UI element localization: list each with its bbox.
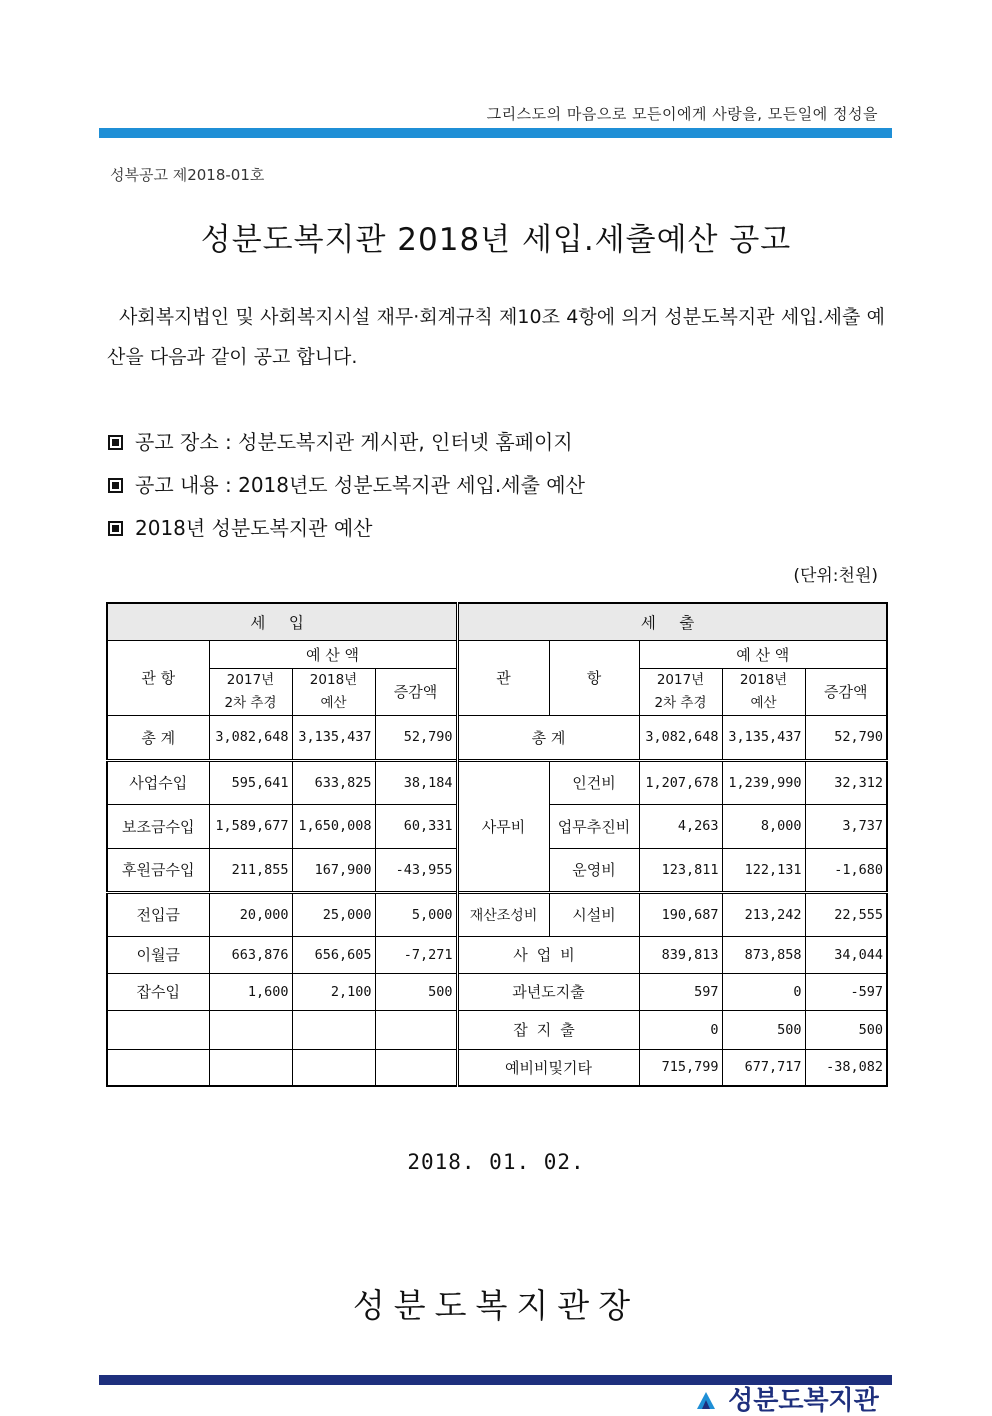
revenue-total-2018: 3,135,437	[292, 715, 375, 760]
revenue-diff: 60,331	[375, 804, 457, 848]
expense-total-2017: 3,082,648	[639, 715, 722, 760]
revenue-total-label: 총 계	[107, 715, 209, 760]
revenue-2017: 1,600	[209, 973, 292, 1010]
revenue-col-2017	[209, 668, 292, 715]
expense-diff: 22,555	[805, 892, 887, 936]
notice-list	[108, 422, 585, 551]
document-number: 성복공고 제2018-01호	[110, 166, 265, 184]
col-2018-line2: 예산	[750, 694, 777, 711]
expense-diff: 34,044	[805, 936, 887, 973]
revenue-2017: 1,589,677	[209, 804, 292, 848]
signer-name: 성분도복지관장	[352, 1286, 640, 1325]
expense-total-2018: 3,135,437	[722, 715, 805, 760]
bullet-text-location: 공고 장소 : 성분도복지관 게시판, 인터넷 홈페이지	[135, 430, 573, 454]
revenue-label: 후원금수입	[107, 848, 209, 892]
expense-2017: 4,263	[639, 804, 722, 848]
revenue-2017: 663,876	[209, 936, 292, 973]
expense-gwan: 사무비	[457, 760, 549, 892]
revenue-total-diff: 52,790	[375, 715, 457, 760]
logo-text: 성분도복지관	[728, 1386, 879, 1416]
col-2017-line1: 2017년	[656, 671, 705, 688]
expense-2017: 715,799	[639, 1049, 722, 1086]
expense-2017: 597	[639, 973, 722, 1010]
revenue-col-2018	[292, 668, 375, 715]
expense-diff: -1,680	[805, 848, 887, 892]
bullet-text-budget: 2018년 성분도복지관 예산	[135, 516, 373, 540]
expense-2017: 123,811	[639, 848, 722, 892]
expense-hang: 업무추진비	[549, 804, 639, 848]
revenue-budget-amount-header: 예 산 액	[209, 640, 457, 668]
empty-cell	[107, 1049, 209, 1086]
expense-2018: 677,717	[722, 1049, 805, 1086]
expense-2018: 122,131	[722, 848, 805, 892]
expense-diff: -38,082	[805, 1049, 887, 1086]
header-bar	[99, 128, 892, 138]
announcement-date: 2018. 01. 02.	[407, 1150, 585, 1174]
revenue-total-2017: 3,082,648	[209, 715, 292, 760]
table-row-total	[107, 715, 887, 760]
revenue-label: 잡수입	[107, 973, 209, 1010]
page-title: 성분도복지관 2018년 세입.세출예산 공고	[200, 222, 792, 258]
square-bullet-icon	[108, 435, 123, 450]
empty-cell	[209, 1010, 292, 1049]
col-2018-line1: 2018년	[309, 671, 358, 688]
expense-2018: 8,000	[722, 804, 805, 848]
expense-diff: 32,312	[805, 760, 887, 804]
revenue-col-diff: 증감액	[375, 668, 457, 715]
expense-gwan: 과년도지출	[457, 973, 639, 1010]
logo-mark-icon	[693, 1389, 719, 1415]
expense-gwan: 예비비및기타	[457, 1049, 639, 1086]
col-2017-line2: 2차 추경	[654, 694, 707, 711]
revenue-2018: 1,650,008	[292, 804, 375, 848]
expense-hang-header: 항	[549, 640, 639, 715]
col-2018-line1: 2018년	[739, 671, 788, 688]
expense-2018: 873,858	[722, 936, 805, 973]
table-row	[107, 760, 887, 804]
empty-cell	[209, 1049, 292, 1086]
revenue-gwan-hang-header: 관 항	[107, 640, 209, 715]
square-bullet-icon	[108, 478, 123, 493]
table-row	[107, 1010, 887, 1049]
revenue-2018: 656,605	[292, 936, 375, 973]
expense-col-diff: 증감액	[805, 668, 887, 715]
expense-total-label: 총 계	[457, 715, 639, 760]
intro-paragraph: 사회복지법인 및 사회복지시설 재무·회계규칙 제10조 4항에 의거 성분도복지관 세입.세출 예산을 다음과 같이 공고 합니다.	[107, 306, 885, 368]
revenue-label: 사업수입	[107, 760, 209, 804]
expense-diff: 3,737	[805, 804, 887, 848]
expense-2017: 0	[639, 1010, 722, 1049]
revenue-2017: 211,855	[209, 848, 292, 892]
table-row	[107, 1049, 887, 1086]
unit-note: (단위:천원)	[793, 566, 878, 586]
revenue-header: 세 입	[107, 603, 457, 640]
empty-cell	[375, 1049, 457, 1086]
revenue-label: 전입금	[107, 892, 209, 936]
expense-total-diff: 52,790	[805, 715, 887, 760]
expense-2017: 1,207,678	[639, 760, 722, 804]
expense-gwan: 재산조성비	[457, 892, 549, 936]
expense-2018: 213,242	[722, 892, 805, 936]
revenue-label: 보조금수입	[107, 804, 209, 848]
revenue-2018: 167,900	[292, 848, 375, 892]
revenue-diff: 5,000	[375, 892, 457, 936]
expense-2017: 190,687	[639, 892, 722, 936]
expense-hang: 운영비	[549, 848, 639, 892]
table-row	[107, 973, 887, 1010]
expense-budget-amount-header: 예 산 액	[639, 640, 887, 668]
expense-gwan: 사업비	[457, 936, 639, 973]
footer-logo	[693, 1386, 879, 1416]
expense-2018: 500	[722, 1010, 805, 1049]
revenue-2018: 2,100	[292, 973, 375, 1010]
list-item	[108, 422, 585, 465]
expense-col-2018	[722, 668, 805, 715]
list-item	[108, 508, 585, 551]
col-2018-line2: 예산	[320, 694, 347, 711]
col-2017-line2: 2차 추경	[224, 694, 277, 711]
list-item	[108, 465, 585, 508]
bullet-text-content: 공고 내용 : 2018년도 성분도복지관 세입.세출 예산	[135, 473, 585, 497]
expense-header: 세 출	[457, 603, 887, 640]
expense-col-2017	[639, 668, 722, 715]
expense-diff: 500	[805, 1010, 887, 1049]
table-row	[107, 892, 887, 936]
expense-hang: 인건비	[549, 760, 639, 804]
expense-gwan: 잡지출	[457, 1010, 639, 1049]
expense-gwan-header: 관	[457, 640, 549, 715]
revenue-diff: 38,184	[375, 760, 457, 804]
expense-hang: 시설비	[549, 892, 639, 936]
header-motto: 그리스도의 마음으로 모든이에게 사랑을, 모든일에 정성을	[486, 105, 878, 123]
revenue-diff: -7,271	[375, 936, 457, 973]
footer-bar	[99, 1375, 892, 1385]
empty-cell	[292, 1049, 375, 1086]
table-row	[107, 936, 887, 973]
revenue-2018: 25,000	[292, 892, 375, 936]
revenue-diff: 500	[375, 973, 457, 1010]
empty-cell	[107, 1010, 209, 1049]
revenue-2018: 633,825	[292, 760, 375, 804]
empty-cell	[375, 1010, 457, 1049]
square-bullet-icon	[108, 521, 123, 536]
revenue-2017: 20,000	[209, 892, 292, 936]
revenue-2017: 595,641	[209, 760, 292, 804]
expense-2018: 1,239,990	[722, 760, 805, 804]
empty-cell	[292, 1010, 375, 1049]
expense-diff: -597	[805, 973, 887, 1010]
budget-table	[106, 602, 888, 1087]
expense-2017: 839,813	[639, 936, 722, 973]
col-2017-line1: 2017년	[226, 671, 275, 688]
revenue-label: 이월금	[107, 936, 209, 973]
revenue-diff: -43,955	[375, 848, 457, 892]
expense-2018: 0	[722, 973, 805, 1010]
